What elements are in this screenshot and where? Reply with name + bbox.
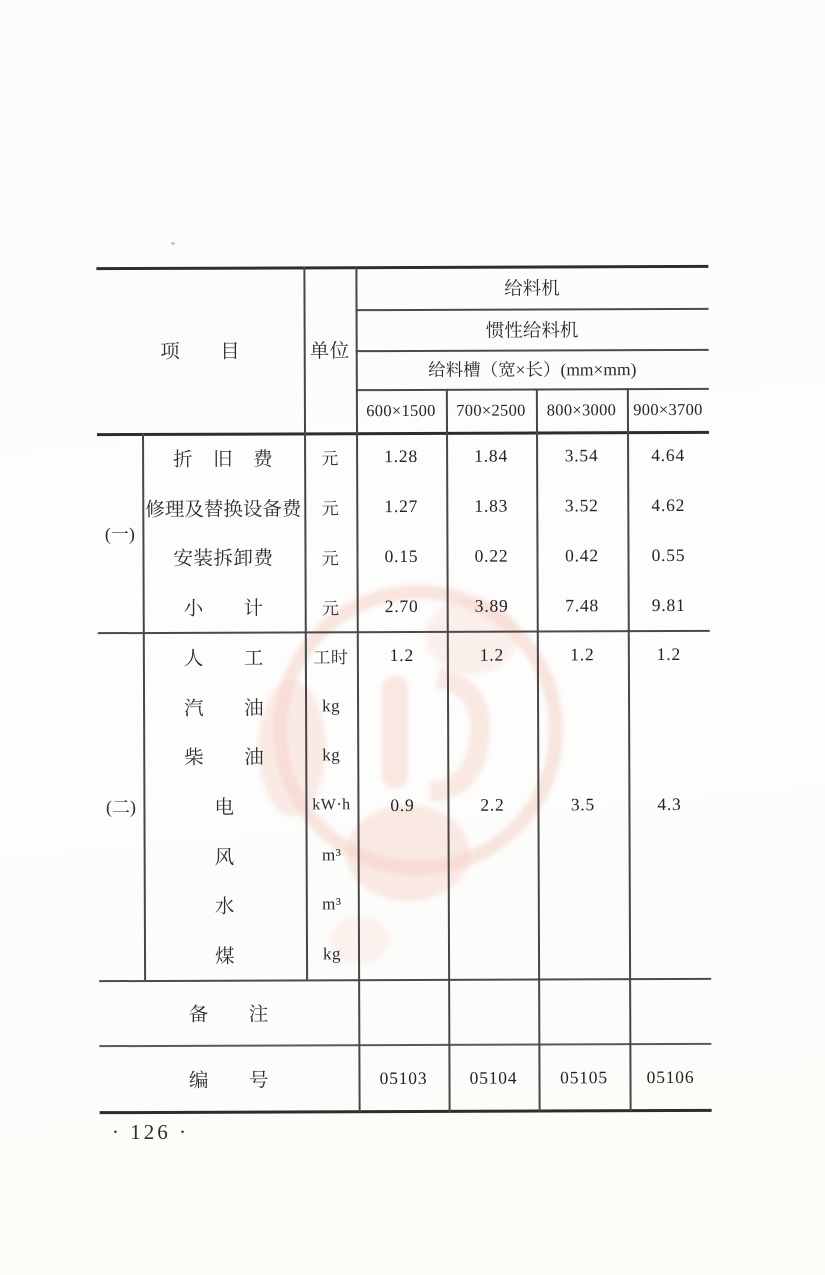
table-row (143, 729, 710, 781)
data-cell (448, 829, 538, 879)
header-size-col-3: 800×3000 (546, 399, 617, 419)
row-unit: kg (322, 944, 342, 964)
remark-row (99, 978, 711, 1045)
data-cell (358, 879, 448, 929)
data-cell (448, 978, 538, 1043)
row-label: 电 (214, 797, 235, 819)
data-cell (447, 680, 537, 730)
table-row (142, 431, 709, 483)
data-cell: 3.5 (570, 793, 596, 814)
data-cell: 4.64 (651, 445, 686, 466)
data-cell (537, 730, 628, 780)
section-2-marker: (二) (105, 797, 136, 818)
data-cell: 3.89 (474, 595, 509, 616)
row-label: 小 计 (183, 598, 264, 620)
serial-number-row (99, 1043, 711, 1113)
table-row (144, 928, 711, 980)
row-label: 煤 (214, 946, 236, 968)
data-cell: 1.84 (474, 445, 509, 467)
data-cell (538, 879, 629, 929)
data-cell: 1.2 (570, 644, 595, 665)
data-cell: 0.15 (384, 545, 419, 566)
data-cell (357, 681, 447, 731)
header-size-col-4: 900×3700 (633, 399, 703, 419)
table-row (142, 481, 709, 533)
data-cell: 0.55 (651, 544, 686, 565)
header-chute-spec-cell: 给料槽（宽×长）(mm×mm) (428, 359, 637, 380)
data-cell (358, 979, 448, 1044)
table-row (142, 530, 709, 582)
data-cell (628, 729, 710, 779)
header-size-col-1: 600×1500 (366, 400, 436, 420)
data-cell (448, 879, 538, 929)
table-row (144, 829, 711, 881)
row-unit: kg (322, 695, 341, 715)
row-label: 汽 油 (184, 698, 265, 720)
page-number: · 126 · (112, 1120, 189, 1144)
data-cell: 4.3 (657, 793, 682, 814)
section-1-rows (142, 431, 710, 632)
data-cell: 0.9 (390, 794, 415, 815)
data-cell: 05104 (469, 1067, 518, 1088)
data-cell: 4.62 (651, 495, 686, 516)
serial-label: 编 号 (188, 1070, 270, 1092)
data-cell (447, 730, 537, 780)
header-size-col-2: 700×2500 (456, 400, 526, 420)
header-machine-type-cell: 惯性给料机 (485, 320, 579, 342)
row-label: 柴 油 (184, 747, 265, 770)
section-1-marker: (一) (104, 523, 135, 544)
data-cell: 1.83 (474, 495, 509, 516)
data-cell (629, 829, 711, 879)
data-cell (357, 730, 447, 780)
data-cell: 2.70 (384, 595, 419, 616)
data-cell: 0.22 (474, 545, 509, 566)
table-row (143, 580, 710, 632)
data-cell: 7.48 (565, 594, 600, 616)
cost-quota-table (96, 265, 711, 1114)
data-cell: 1.2 (479, 644, 505, 666)
data-cell: 1.2 (389, 645, 415, 666)
data-cell (448, 929, 538, 979)
data-cell (537, 680, 628, 730)
data-cell (538, 928, 629, 978)
table-row (143, 680, 710, 732)
data-cell (538, 978, 629, 1043)
remark-label: 备 注 (188, 1004, 269, 1026)
header-unit-cell: 单位 (309, 341, 350, 363)
row-unit: m³ (322, 894, 342, 914)
table-row (143, 779, 710, 831)
data-cell: 3.54 (564, 445, 599, 466)
data-cell: 05105 (560, 1066, 608, 1087)
row-label: 折 旧 费 (173, 449, 274, 471)
data-cell: 9.81 (651, 594, 686, 615)
data-cell (358, 830, 448, 880)
row-unit: m³ (321, 844, 342, 865)
data-cell: 1.28 (384, 446, 419, 467)
table-row (143, 630, 710, 682)
section-2-rows (143, 630, 711, 980)
row-unit: 元 (321, 598, 340, 618)
row-label: 风 (214, 847, 235, 869)
scan-speck (171, 242, 175, 245)
data-cell (628, 680, 710, 730)
header-machine-group-cell: 给料机 (504, 278, 560, 300)
data-cell: 0.42 (565, 545, 599, 566)
row-label: 水 (214, 897, 235, 919)
data-cell (629, 878, 711, 928)
row-unit: 元 (321, 549, 340, 569)
row-unit: 工时 (313, 648, 349, 668)
header-item-cell: 项 目 (160, 341, 241, 363)
data-cell: 3.52 (564, 495, 599, 516)
row-unit: kg (322, 745, 341, 765)
data-cell: 1.2 (656, 644, 682, 665)
row-label: 修理及替换设备费 (145, 499, 302, 521)
row-unit: 元 (321, 449, 339, 469)
row-unit: 元 (321, 499, 340, 519)
table-row (144, 878, 711, 930)
data-cell (629, 978, 711, 1043)
data-cell: 1.27 (384, 496, 419, 517)
data-cell: 2.2 (480, 794, 505, 815)
data-cell: 05106 (646, 1066, 695, 1087)
data-cell: 05103 (379, 1067, 428, 1088)
data-cell (358, 929, 448, 979)
data-cell (629, 928, 711, 978)
row-label: 人 工 (183, 648, 264, 670)
data-cell (538, 829, 629, 879)
row-label: 安装拆卸费 (173, 548, 274, 571)
row-unit: kW·h (312, 796, 351, 814)
